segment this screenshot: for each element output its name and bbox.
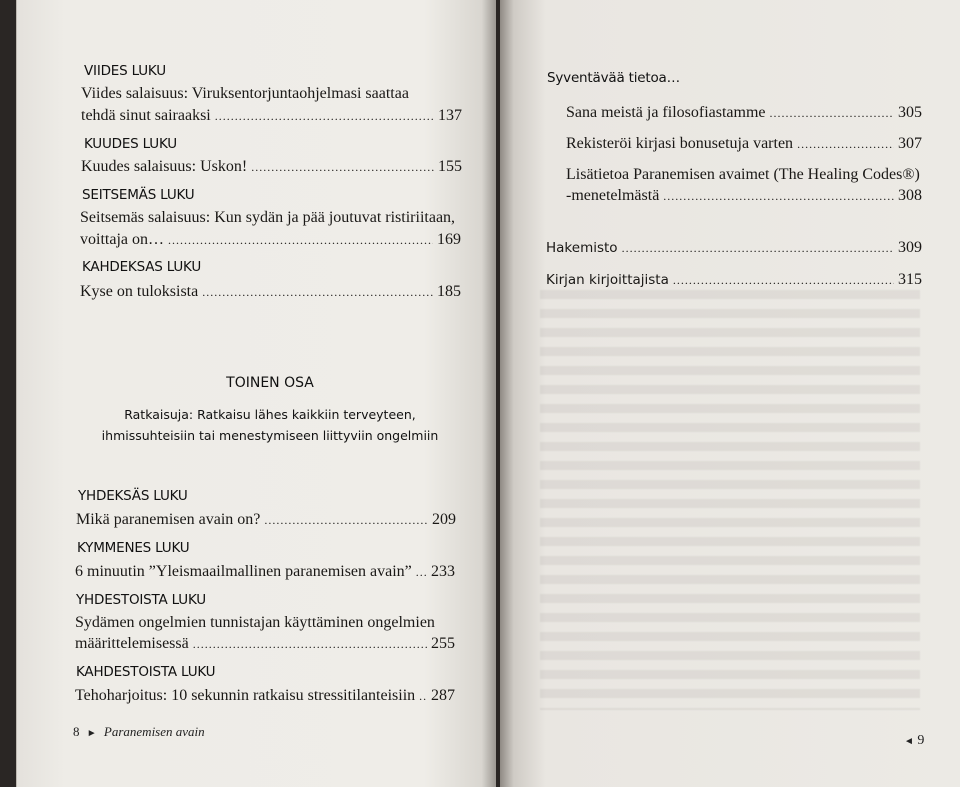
toc-page-number: 315 [898,271,922,288]
chapter-heading: KAHDESTOISTA LUKU [76,664,216,680]
toc-entry-title: Rekisteröi kirjasi bonusetuja varten [566,135,794,152]
chapter-heading: YHDEKSÄS LUKU [78,488,188,504]
page-number: 9 [917,733,925,748]
toc-line: Sydämen ongelmien tunnistajan käyttäminen ongelmien [75,614,435,631]
part-subtitle: Ratkaisuja: Ratkaisu lähes kaikkiin terveyteen, [124,407,416,422]
part-subtitle: ihmissuhteisiin tai menestymiseen liittyviin ongelmiin [101,428,439,443]
toc-page-number: 255 [431,635,455,652]
toc-leader-dots [673,270,894,290]
toc-entry [566,134,922,154]
running-footer [904,733,924,749]
toc-page-number: 309 [898,239,922,256]
toc-leader-dots [264,510,428,530]
toc-entry-title: Kyse on tuloksista [80,283,199,300]
toc-leader-dots [416,562,427,582]
toc-leader-dots [419,686,427,706]
part-title: TOINEN OSA [226,375,314,391]
book-title: Paranemisen avain [103,724,205,739]
bleed-through-text [540,290,920,710]
toc-line: Lisätietoa Paranemisen avaimet (The Healing Codes®) [566,166,920,183]
toc-entry [81,106,462,126]
chapter-heading: YHDESTOISTA LUKU [76,592,206,608]
toc-page-number: 233 [431,563,455,580]
toc-leader-dots [215,106,434,126]
toc-entry [546,270,922,290]
toc-page-number: 155 [438,158,462,175]
toc-leader-dots [770,103,895,123]
toc-page-number: 209 [432,511,456,528]
toc-entry-title: voittaja on… [80,231,164,248]
toc-entry [75,562,455,582]
toc-page-number: 308 [898,187,922,204]
toc-entry-title: Hakemisto [546,240,618,256]
chapter-heading: VIIDES LUKU [84,63,166,79]
toc-entry [75,686,455,706]
arrow-right-icon: ► [86,728,97,739]
page-number: 8 [73,724,80,739]
toc-line: Seitsemäs salaisuus: Kun sydän ja pää joutuvat ristiriitaan, [80,209,456,226]
toc-page-number: 169 [437,231,461,248]
toc-page-number: 137 [438,107,462,124]
toc-page-number: 287 [431,687,455,704]
chapter-heading: KUUDES LUKU [84,136,177,152]
toc-entry [566,186,922,206]
toc-entry [76,510,456,530]
toc-leader-dots [797,134,894,154]
toc-entry-title: 6 minuutin ”Yleismaailmallinen paranemisen avain” [75,563,412,580]
chapter-heading: KYMMENES LUKU [77,540,190,556]
running-footer [73,724,205,740]
toc-line: Viides salaisuus: Viruksentorjuntaohjelmasi saattaa [81,85,409,102]
toc-leader-dots [663,186,894,206]
toc-leader-dots [622,238,894,258]
toc-page-number: 307 [898,135,922,152]
toc-entry-title: määrittelemisessä [75,635,189,652]
toc-entry-title: -menetelmästä [566,187,660,204]
toc-entry [566,103,922,123]
toc-entry [546,238,922,258]
toc-entry [80,282,461,302]
toc-page-number: 185 [437,283,461,300]
toc-leader-dots [202,282,433,302]
toc-entry [81,157,462,177]
toc-leader-dots [251,157,434,177]
toc-entry-title: Kuudes salaisuus: Uskon! [81,158,248,175]
toc-entry [75,634,455,654]
chapter-heading: SEITSEMÄS LUKU [82,187,195,203]
toc-entry [80,230,461,250]
toc-entry-title: tehdä sinut sairaaksi [81,107,211,124]
toc-entry-title: Mikä paranemisen avain on? [76,511,261,528]
toc-entry-title: Tehoharjoitus: 10 sekunnin ratkaisu stressitilanteisiin [75,687,416,704]
toc-leader-dots [168,230,433,250]
toc-entry-title: Kirjan kirjoittajista [546,272,669,288]
arrow-left-icon: ◄ [904,736,914,747]
toc-leader-dots [193,634,427,654]
section-heading: Syventävää tietoa… [547,70,680,86]
toc-entry-title: Sana meistä ja filosofiastamme [566,104,766,121]
chapter-heading: KAHDEKSAS LUKU [82,259,201,275]
toc-page-number: 305 [898,104,922,121]
